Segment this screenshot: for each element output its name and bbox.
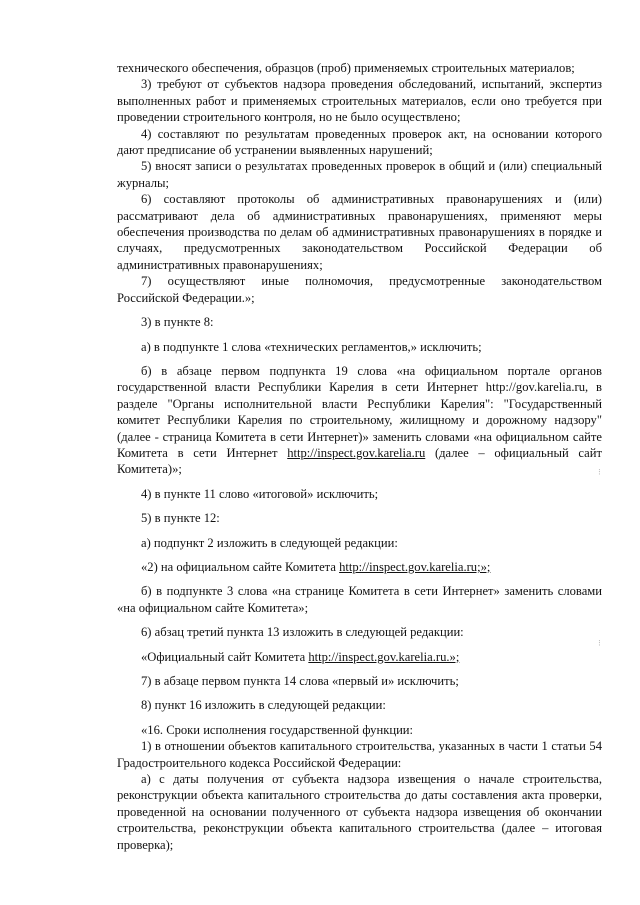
- paragraph-item-4: 4) составляют по результатам проведенных проверок акт, на основании которого дают предписание об устранении выявленных нарушений;: [117, 126, 602, 158]
- paragraph-item-5: 5) вносят записи о результатах проведенных проверок в общий и (или) специальный журналы;: [117, 159, 602, 190]
- inspect-link[interactable]: http://inspect.gov.karelia.ru: [287, 445, 426, 460]
- paragraph-point-12: 5) в пункте 12:: [141, 511, 220, 526]
- paragraph-official-site: [117, 649, 602, 665]
- paragraph-item-3: 3) требуют от субъектов надзора проведения обследований, испытаний, экспертиз выполненных работ и применяемых строительных материалов, если оно требуется при проведении строительного контроля, но не было осуществлено;: [117, 77, 602, 125]
- paragraph-sub-a-12: а) подпункт 2 изложить в следующей редакции:: [141, 535, 398, 550]
- paragraph-point-14: 7) в абзаце первом пункта 14 слова «первый и» исключить;: [141, 674, 459, 688]
- paragraph-sub-b-12: б) в подпункте 3 слова «на странице Комитета в сети Интернет» заменить словами «на официальном сайте Комитета»;: [117, 584, 602, 615]
- paragraph-official-site-text: «Официальный сайт Комитета: [141, 649, 309, 664]
- document-body: [117, 60, 602, 853]
- paragraph-quote-2-text: «2) на официальном сайте Комитета: [141, 559, 340, 574]
- paragraph-sub-b-text: б) в абзаце первом подпункта 19 слова «на официальном портале органов государственной власти Республики Карелия в сети Интернет http://gov.karelia.ru, в разделе "Органы исполнительной власти Республики Карелия": "Государственный комитет Республики Карелия по строительному, жилищному и дорожному надзору" (далее - страница Комитета в сети Интернет)» заменить словами «на официальном сайте Комитета в сети Интернет: [117, 363, 602, 460]
- paragraph-item-7: 7) осуществляют иные полномочия, предусмотренные законодательством Российской Федерации.»;: [117, 274, 602, 305]
- paragraph-16-item-a: а) с даты получения от субъекта надзора извещения о начале строительства, реконструкции объекта капитального строительства до даты составления акта проверки, проведенной на основании полученного от субъекта надзора извещения об окончании строительства, реконструкции объекта капитального строительства (далее – итоговая проверка);: [117, 772, 602, 852]
- paragraph-continuation: технического обеспечения, образцов (проб) применяемых строительных материалов;: [117, 61, 575, 75]
- paragraph-sub-b-tail: (далее – официальный сайт Комитета)»;: [117, 445, 602, 477]
- inspect-link-3[interactable]: http://inspect.gov.karelia.ru.»;: [308, 649, 460, 664]
- paragraph-sub-b: [117, 363, 602, 478]
- paragraph-16-heading: «16. Сроки исполнения государственной функции:: [141, 722, 414, 737]
- paragraph-16-item-1: 1) в отношении объектов капитального строительства, указанных в части 1 статьи 54 Градостроительного кодекса Российской Федерации:: [117, 739, 602, 770]
- scan-mark-2: ⁝: [598, 639, 601, 649]
- paragraph-point-13: 6) абзац третий пункта 13 изложить в следующей редакции:: [141, 625, 464, 640]
- paragraph-point-8: 3) в пункте 8:: [141, 315, 214, 330]
- paragraph-quote-2: [117, 559, 602, 575]
- paragraph-point-11: 4) в пункте 11 слово «итоговой» исключить;: [141, 486, 379, 501]
- inspect-link-2[interactable]: http://inspect.gov.karelia.ru;»;: [339, 559, 491, 574]
- paragraph-sub-a: а) в подпункте 1 слова «технических регламентов,» исключить;: [141, 339, 482, 354]
- scan-mark: ⁝: [598, 468, 601, 478]
- paragraph-point-16: 8) пункт 16 изложить в следующей редакции:: [141, 698, 386, 713]
- paragraph-item-6: 6) составляют протоколы об административных правонарушениях и (или) рассматривают дела об административных правонарушениях, применяют меры обеспечения производства по делам об административных правонарушениях в порядке и случаях, предусмотренных законодательством Российской Федерации об административных правонарушениях;: [117, 192, 602, 272]
